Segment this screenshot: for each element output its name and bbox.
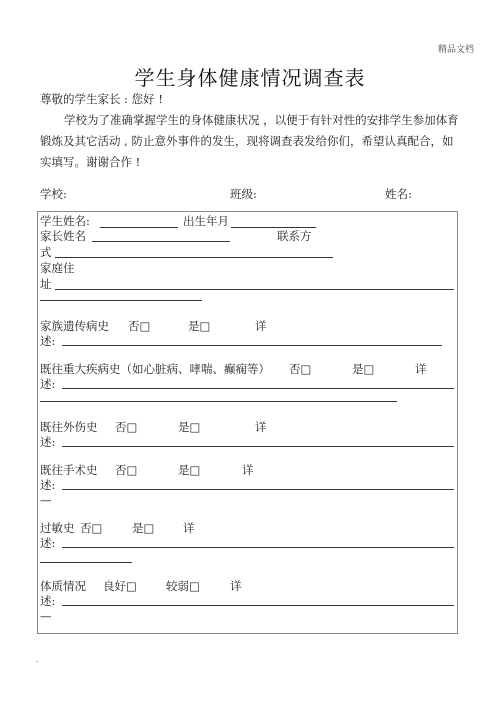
surgery-detail-cont: 述: <box>40 478 56 492</box>
allergy-detail: 详 <box>183 521 195 535</box>
major-illness-detail-cont: 述: <box>40 377 56 391</box>
surgery-yes[interactable]: 是□ <box>178 463 201 477</box>
family-history-yes[interactable]: 是□ <box>188 319 211 333</box>
major-illness-field-cont[interactable] <box>40 401 397 402</box>
allergy-label: 过敏史 <box>40 521 75 535</box>
family-history-detail: 详 <box>255 319 267 333</box>
physique-field[interactable] <box>62 605 454 606</box>
allergy-yes[interactable]: 是□ <box>132 521 155 535</box>
contact-label: 联系方 <box>277 229 312 243</box>
surgery-no[interactable]: 否□ <box>115 463 138 477</box>
major-illness-label: 既往重大疾病史（如心脏病、哮喘、癫痫等） <box>40 362 270 376</box>
injury-no[interactable]: 否□ <box>115 420 138 434</box>
page-title: 学生身体健康情况调查表 <box>134 66 366 90</box>
student-name-field[interactable] <box>100 227 178 228</box>
intro-paragraph: 学校为了准确掌握学生的身体健康状况 ，以便于有针对性的安排学生参加体育锻炼及其它活动 , 防止意外事件的发生，现将调查表发给你们，希望认真配合，如实填写。谢谢合作 ! <box>40 113 459 169</box>
family-history-label: 家族遗传病史 <box>40 319 109 333</box>
address-field-cont[interactable] <box>40 300 202 301</box>
major-illness-detail: 详 <box>415 362 427 376</box>
injury-yes[interactable]: 是□ <box>178 420 201 434</box>
corner-label: 精品文档 <box>437 45 474 55</box>
birth-month-label: 出生年月 <box>183 214 229 228</box>
physique-detail-cont: 述: <box>40 594 56 608</box>
injury-detail-cont: 述: <box>40 435 56 449</box>
footer-dot: . <box>36 655 39 664</box>
injury-label: 既往外伤史 <box>40 420 98 434</box>
physique-good[interactable]: 良好□ <box>103 579 137 593</box>
allergy-detail-cont: 述: <box>40 536 56 550</box>
physique-weak[interactable]: 较弱□ <box>166 579 200 593</box>
surgery-label: 既往手术史 <box>40 463 98 477</box>
parent-name-field[interactable] <box>92 241 230 242</box>
surgery-dash: — <box>40 493 52 507</box>
school-label: 学校: <box>40 187 67 201</box>
family-history-field[interactable] <box>62 345 442 346</box>
injury-detail: 详 <box>255 420 267 434</box>
allergy-no[interactable]: 否□ <box>80 521 103 535</box>
allergy-field-cont[interactable] <box>40 562 132 563</box>
name-label: 姓名: <box>385 187 412 201</box>
address-label: 家庭住 <box>40 261 75 275</box>
physique-dash: — <box>40 609 52 623</box>
address-field[interactable] <box>55 289 454 290</box>
student-name-label: 学生姓名: <box>40 214 90 228</box>
major-illness-field[interactable] <box>62 388 454 389</box>
physique-detail: 详 <box>230 579 242 593</box>
surgery-detail: 详 <box>242 463 254 477</box>
family-history-detail-cont: 述: <box>40 334 56 348</box>
contact-field[interactable] <box>55 257 333 258</box>
allergy-field[interactable] <box>62 547 454 548</box>
class-label: 班级: <box>230 187 257 201</box>
greeting: 尊敬的学生家长 : 您好 ! <box>40 92 163 106</box>
contact-label-cont: 式 <box>40 245 52 259</box>
physique-label: 体质情况 <box>40 579 86 593</box>
injury-field[interactable] <box>62 446 454 447</box>
surgery-field[interactable] <box>62 489 454 490</box>
major-illness-no[interactable]: 否□ <box>289 362 312 376</box>
form-box <box>37 211 458 634</box>
parent-name-label: 家长姓名 <box>40 229 86 243</box>
address-label-cont: 址 <box>40 277 52 291</box>
family-history-no[interactable]: 否□ <box>128 319 151 333</box>
major-illness-yes[interactable]: 是□ <box>352 362 375 376</box>
